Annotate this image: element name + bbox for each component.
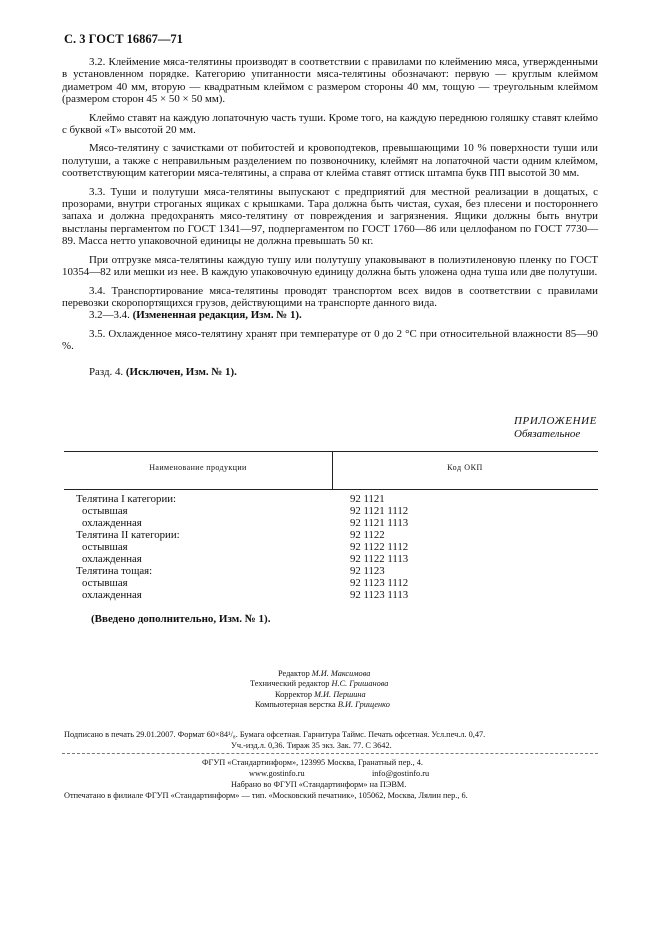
credits-block xyxy=(250,669,390,711)
amendment-note: (Измененная редакция, Изм. № 1). xyxy=(132,309,302,322)
table-row xyxy=(64,589,598,601)
table-row xyxy=(64,493,598,505)
introduced-note: (Введено дополнительно, Изм. № 1). xyxy=(91,613,271,625)
imprint-print-details: Подписано в печать 29.01.2007. Формат 60×84¹/₈. Бумага офсетная. Гарнитура Таймс. Печать офсетная. Усл.печ.л. 0,47. xyxy=(64,730,486,739)
credit-role: Технический редактор xyxy=(250,679,332,689)
imprint-email[interactable]: info@gostinfo.ru xyxy=(372,769,430,778)
imprint-divider xyxy=(62,753,598,754)
table-row xyxy=(64,541,598,553)
paragraph-stamp: Клеймо ставят на каждую лопаточную часть туши. Кроме того, на каждую переднюю голяшку ставят клеймо с буквой «Т» высотой 20 мм. xyxy=(62,111,598,137)
paragraph-3-3: 3.3. Туши и полутуши мяса-телятины выпускают с предприятий для местной реализации в дощатых, с прозорами, внутри строганых ящиках с крышками. Тара должна быть чистая, сухая, без плесени и постороннего запаха и должна предохранять мясо-телятину от повреждения и загрязнения. Ящики должны быть внутри выстланы пергаментом по ГОСТ 1341—97, подпергаментом по ГОСТ 1760—86 или целлофаном по ГОСТ 7730—89. Масса нетто упаковочной единицы не должна превышать 50 кг. xyxy=(62,185,598,248)
annex-subtitle: Обязательное xyxy=(514,428,581,440)
product-name: охлажденная xyxy=(82,553,142,565)
okp-code: 92 1122 1112 xyxy=(350,541,409,553)
credit-role: Корректор xyxy=(275,689,315,699)
table-header-code: Код ОКП xyxy=(447,463,483,472)
paragraph-section-4 xyxy=(62,366,598,378)
credit-role: Компьютерная верстка xyxy=(255,700,338,710)
product-name: Телятина II категории: xyxy=(76,529,180,541)
section-4-prefix: Разд. 4. xyxy=(89,365,126,378)
body-text xyxy=(62,56,598,378)
table-row xyxy=(64,529,598,541)
product-name: Телятина тощая: xyxy=(76,565,153,577)
table-header-rule xyxy=(64,489,598,490)
annex-title: ПРИЛОЖЕНИЕ xyxy=(514,415,597,427)
annex-label xyxy=(514,415,597,441)
okp-code: 92 1122 xyxy=(350,529,385,541)
paragraph-trimmed-meat: Мясо-телятину с зачистками от побитостей и кровоподтеков, превышающими 10 % поверхности туши или полутуши, а также с неправильным разделением по позвоночнику, клеймят на лопаточной части одним клеймом, соответствующим категории мяса-телятины, а справа от клейма ставят оттиск штампа букв ПП высотой 30 мм. xyxy=(62,142,598,180)
product-name: остывшая xyxy=(82,541,128,553)
table-row xyxy=(64,505,598,517)
table-row xyxy=(64,517,598,529)
amendment-prefix: 3.2—3.4. xyxy=(89,309,133,322)
paragraph-3-5: 3.5. Охлажденное мясо-телятину хранят при температуре от 0 до 2 °С при относительной влажности 85—90 %. xyxy=(62,327,598,353)
product-name: охлажденная xyxy=(82,589,142,601)
page-header: С. 3 ГОСТ 16867—71 xyxy=(64,32,183,46)
credit-layout xyxy=(250,700,390,710)
paragraph-3-2: 3.2. Клеймение мяса-телятины производят в соответствии с правилами по клеймению мяса, утвержденными в установленном порядке. Категорию упитанности мяса-телятины обозначают: первую — круглым клеймом диаметром 40 мм, вторую — квадратным клеймом с размером стороны 40 мм, тощую — треугольным клеймом (размером сторон 45 × 50 × 50 мм). xyxy=(62,56,598,106)
imprint-publisher: ФГУП «Стандартинформ», 123995 Москва, Гранатный пер., 4. xyxy=(202,758,423,767)
credit-person: М.И. Максимова xyxy=(311,669,371,678)
credit-tech-editor xyxy=(250,679,390,689)
credit-person: В.И. Грищенко xyxy=(337,700,390,710)
table-top-rule xyxy=(64,451,598,452)
section-4-note: (Исключен, Изм. № 1). xyxy=(125,365,237,378)
okp-code: 92 1123 1113 xyxy=(350,589,409,601)
table-row xyxy=(64,577,598,589)
paragraph-3-4: 3.4. Транспортирование мяса-телятины проводят транспортом всех видов в соответствии с правилами перевозки скоропортящихся грузов, действующими на транспорте данного вида. xyxy=(62,284,598,309)
imprint-website[interactable]: www.gostinfo.ru xyxy=(249,769,305,778)
okp-code: 92 1121 1112 xyxy=(350,505,409,517)
paragraph-amendment xyxy=(62,309,598,321)
credit-person: М.И. Першина xyxy=(314,689,366,699)
imprint-typeset: Набрано во ФГУП «Стандартинформ» на ПЭВМ. xyxy=(231,780,407,789)
product-name: охлажденная xyxy=(82,517,142,529)
credit-proofreader xyxy=(250,690,390,700)
credit-role: Редактор xyxy=(278,669,312,678)
okp-code: 92 1123 1112 xyxy=(350,577,409,589)
product-name: остывшая xyxy=(82,577,128,589)
table-row xyxy=(64,565,598,577)
product-name: остывшая xyxy=(82,505,128,517)
okp-code: 92 1121 xyxy=(350,493,385,505)
imprint-edition-details: Уч.-изд.л. 0,36. Тираж 35 экз. Зак. 77. С 3642. xyxy=(231,741,392,750)
imprint-printed: Отпечатано в филиале ФГУП «Стандартинформ» — тип. «Московский печатник», 105062, Москва, Лялин пер., 6. xyxy=(64,791,468,800)
okp-code: 92 1122 1113 xyxy=(350,553,409,565)
table-header-product: Наименование продукции xyxy=(149,463,247,472)
credit-editor xyxy=(250,669,390,679)
product-name: Телятина I категории: xyxy=(76,493,177,505)
okp-code: 92 1123 xyxy=(350,565,385,577)
credit-person: Н.С. Гришанова xyxy=(331,679,389,689)
paragraph-shipping: При отгрузке мяса-телятины каждую тушу или полутушу упаковывают в полиэтиленовую пленку по ГОСТ 10354—82 или мешки из нее. В каждую упаковочную единицу должна быть уложена одна туша или две полутуши. xyxy=(62,253,598,279)
okp-code: 92 1121 1113 xyxy=(350,517,409,529)
table-row xyxy=(64,553,598,565)
